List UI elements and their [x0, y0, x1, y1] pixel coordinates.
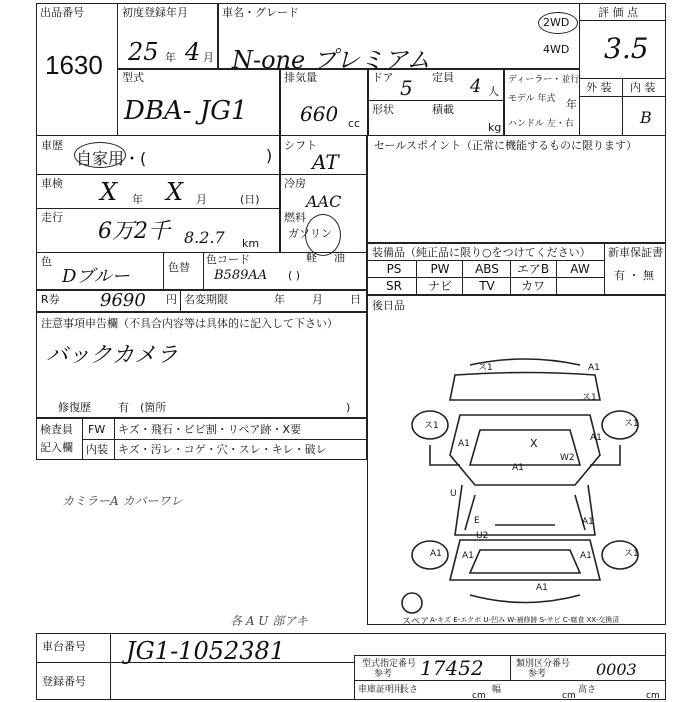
- inspector-label-2: 記入欄: [40, 441, 73, 454]
- inspector-interior-label: 内装: [86, 443, 108, 456]
- damage-mark: A1: [580, 551, 592, 561]
- cargo-unit: kg: [488, 121, 502, 134]
- doors-label: ドア: [372, 71, 394, 84]
- damage-mark: A1: [588, 363, 600, 373]
- type-cert-sub: 参考: [374, 669, 393, 679]
- shaken-day: (日): [240, 193, 260, 206]
- repair-place: (箇所: [140, 401, 167, 414]
- damage-mark: A1: [590, 433, 602, 443]
- capacity-unit: 人: [488, 85, 499, 98]
- length-unit: cm: [472, 691, 486, 701]
- spare-label: スペア: [402, 617, 430, 627]
- name-change-day: 日: [350, 293, 361, 306]
- shaken-year: X: [100, 178, 118, 206]
- fuel-gasoline: ガソリン: [288, 227, 332, 240]
- damage-mark: A1: [536, 583, 548, 593]
- damage-mark: W2: [560, 453, 575, 463]
- first-reg-label: 初度登録年月: [122, 6, 188, 19]
- exterior-label: 外 装: [586, 81, 612, 94]
- first-reg-month: 4: [185, 38, 201, 66]
- score-label: 評 価 点: [598, 6, 638, 19]
- equip-navi: ナビ: [427, 279, 452, 293]
- aircon-label: 冷房: [284, 177, 306, 190]
- displacement-label: 排気量: [284, 71, 317, 84]
- handle-label: ハンドル 左・右: [508, 119, 574, 129]
- aircon-value: AAC: [306, 192, 342, 211]
- capacity-label: 定員: [432, 71, 454, 84]
- lot-label: 出品番号: [40, 6, 84, 19]
- fuel-other: ( ): [288, 269, 301, 282]
- damage-mark: E: [474, 516, 480, 526]
- class-sub: 参考: [528, 669, 547, 679]
- car-name-label: 車名・グレード: [222, 6, 299, 19]
- color-code-value: B589AA: [214, 268, 268, 283]
- width-unit: cm: [562, 691, 576, 701]
- year-unit: 年: [165, 51, 176, 64]
- cargo-label: 積載: [432, 103, 454, 116]
- length-label: 長さ: [400, 685, 419, 695]
- equip-abs: ABS: [475, 262, 499, 276]
- fuel-light: 軽: [306, 251, 317, 264]
- notes-value: バックカメラ: [46, 343, 179, 368]
- lot-number: 1630: [45, 50, 103, 80]
- shaken-month: X: [166, 178, 184, 206]
- fw-items: キズ・飛石・ビビ割・リペア跡・X要: [118, 423, 302, 436]
- history-value: 自家用・(: [76, 149, 147, 168]
- color-value: Dブルー: [62, 266, 130, 287]
- class-value: 0003: [596, 660, 637, 679]
- notes-label: 注意事項申告欄（不具合内容等は具体的に記入して下さい）: [41, 317, 338, 330]
- equip-tv: TV: [479, 279, 495, 293]
- inspector-interior-items: キズ・汚レ・コゲ・穴・スレ・キレ・破レ: [118, 443, 327, 456]
- equip-sr: SR: [386, 279, 402, 293]
- capacity-value: 4: [470, 76, 482, 97]
- fuel-circle: [305, 214, 341, 256]
- damage-mark: U: [450, 489, 457, 499]
- history-circle: [74, 142, 126, 168]
- color-label: 色: [41, 255, 52, 268]
- doors-value: 5: [400, 76, 413, 100]
- chassis-label: 車台番号: [42, 640, 86, 653]
- rken-unit: 円: [166, 293, 177, 306]
- name-change-year: 年: [274, 293, 285, 306]
- name-change-label: 名変期限: [184, 293, 228, 306]
- class-label: 類別区分番号: [516, 659, 571, 669]
- date-label: 後日品: [372, 299, 405, 312]
- repair-close: ): [346, 401, 351, 414]
- damage-mark: ス1: [424, 421, 439, 431]
- shape-label: 形状: [372, 103, 394, 116]
- damage-mark: A1: [582, 517, 594, 527]
- displacement-value: 660: [300, 102, 339, 126]
- drive-4wd: 4WD: [543, 43, 570, 56]
- history-label: 車歴: [41, 139, 63, 152]
- inspector-label-1: 検査員: [40, 423, 73, 436]
- sales-label: セールスポイント（正常に機能するものに限ります）: [374, 139, 638, 152]
- damage-mark: A1: [458, 439, 470, 449]
- rken-label: R券: [41, 293, 60, 306]
- model-year-label: モデル 年式: [508, 94, 556, 104]
- rken-value: 9690: [100, 290, 146, 311]
- tone-label: 色替: [168, 261, 190, 274]
- height-label: 高さ: [578, 685, 597, 695]
- mileage-label: 走行: [41, 211, 63, 224]
- interior-grade: B: [640, 108, 652, 127]
- model-value: DBA- JG1: [124, 96, 248, 126]
- name-change-month: 月: [312, 293, 323, 306]
- model-label: 型式: [122, 71, 144, 84]
- damage-mark: U2: [476, 531, 489, 541]
- damage-mark: A1: [462, 551, 474, 561]
- shaken-label: 車検: [41, 177, 63, 190]
- repair-value: 有: [118, 401, 129, 414]
- damage-mark: A1: [512, 463, 524, 473]
- damage-mark: A1: [430, 549, 442, 559]
- height-unit: cm: [646, 691, 660, 701]
- history-close: ): [266, 146, 273, 165]
- equip-ps: PS: [386, 262, 402, 276]
- mileage-value: 6万2千: [98, 219, 170, 244]
- chassis-value: JG1-1052381: [126, 637, 286, 665]
- score-value: 3.5: [604, 32, 649, 65]
- type-cert-label: 型式指定番号: [362, 659, 417, 669]
- inspector-note-1: カミラーA カバーワレ: [62, 494, 183, 508]
- damage-mark: X: [530, 437, 538, 450]
- equip-pw: PW: [430, 262, 450, 276]
- type-cert-value: 17452: [420, 656, 484, 680]
- dealer-label: ディーラー・並行: [508, 75, 580, 85]
- damage-mark: ス1: [624, 419, 639, 429]
- equip-aw: AW: [570, 262, 590, 276]
- equipment-label: 装備品（純正品に限り○をつけてください）: [372, 246, 591, 259]
- shaken-year-unit: 年: [132, 193, 143, 206]
- shift-label: シフト: [284, 139, 317, 152]
- shaken-month-unit: 月: [196, 193, 207, 206]
- damage-mark: ス1: [478, 363, 493, 373]
- inspector-note-2: 各 A U 部アキ: [230, 614, 308, 628]
- first-reg-year: 25: [128, 38, 159, 66]
- shift-value: AT: [312, 150, 339, 174]
- damage-mark: ス1: [624, 549, 639, 559]
- fw-label: FW: [88, 423, 106, 436]
- interior-label: 内 装: [630, 81, 656, 94]
- fuel-label: 燃料: [284, 211, 306, 224]
- warranty-label: 新車保証書: [608, 246, 663, 259]
- color-code-label: 色コード: [206, 253, 250, 266]
- warranty-value: 有 ・ 無: [614, 269, 654, 282]
- reg-label: 登録番号: [42, 675, 86, 688]
- car-diagram: [400, 345, 650, 630]
- car-name-value: N-one プレミアム: [232, 46, 431, 74]
- fuel-oil: 油: [334, 251, 345, 264]
- mileage-unit: km: [242, 237, 260, 250]
- mileage-sub: 8.2.7: [184, 228, 225, 247]
- repair-label: 修復歴: [58, 401, 91, 414]
- cert-dims-label: 車庫証明用: [358, 685, 404, 695]
- drive-2wd: 2WD: [543, 16, 570, 29]
- equip-leather: カワ: [520, 279, 545, 293]
- damage-mark: ス1: [582, 393, 597, 403]
- width-label: 幅: [492, 685, 502, 695]
- month-unit: 月: [203, 51, 214, 64]
- model-year-unit: 年: [566, 98, 577, 111]
- displacement-unit: cc: [348, 117, 361, 130]
- diagram-legend: A-キズ E-エクボ U-凹み W-補修跡 S-サビ C-腐食 XX-交換済: [430, 616, 620, 624]
- equip-airbag: エアB: [516, 262, 550, 276]
